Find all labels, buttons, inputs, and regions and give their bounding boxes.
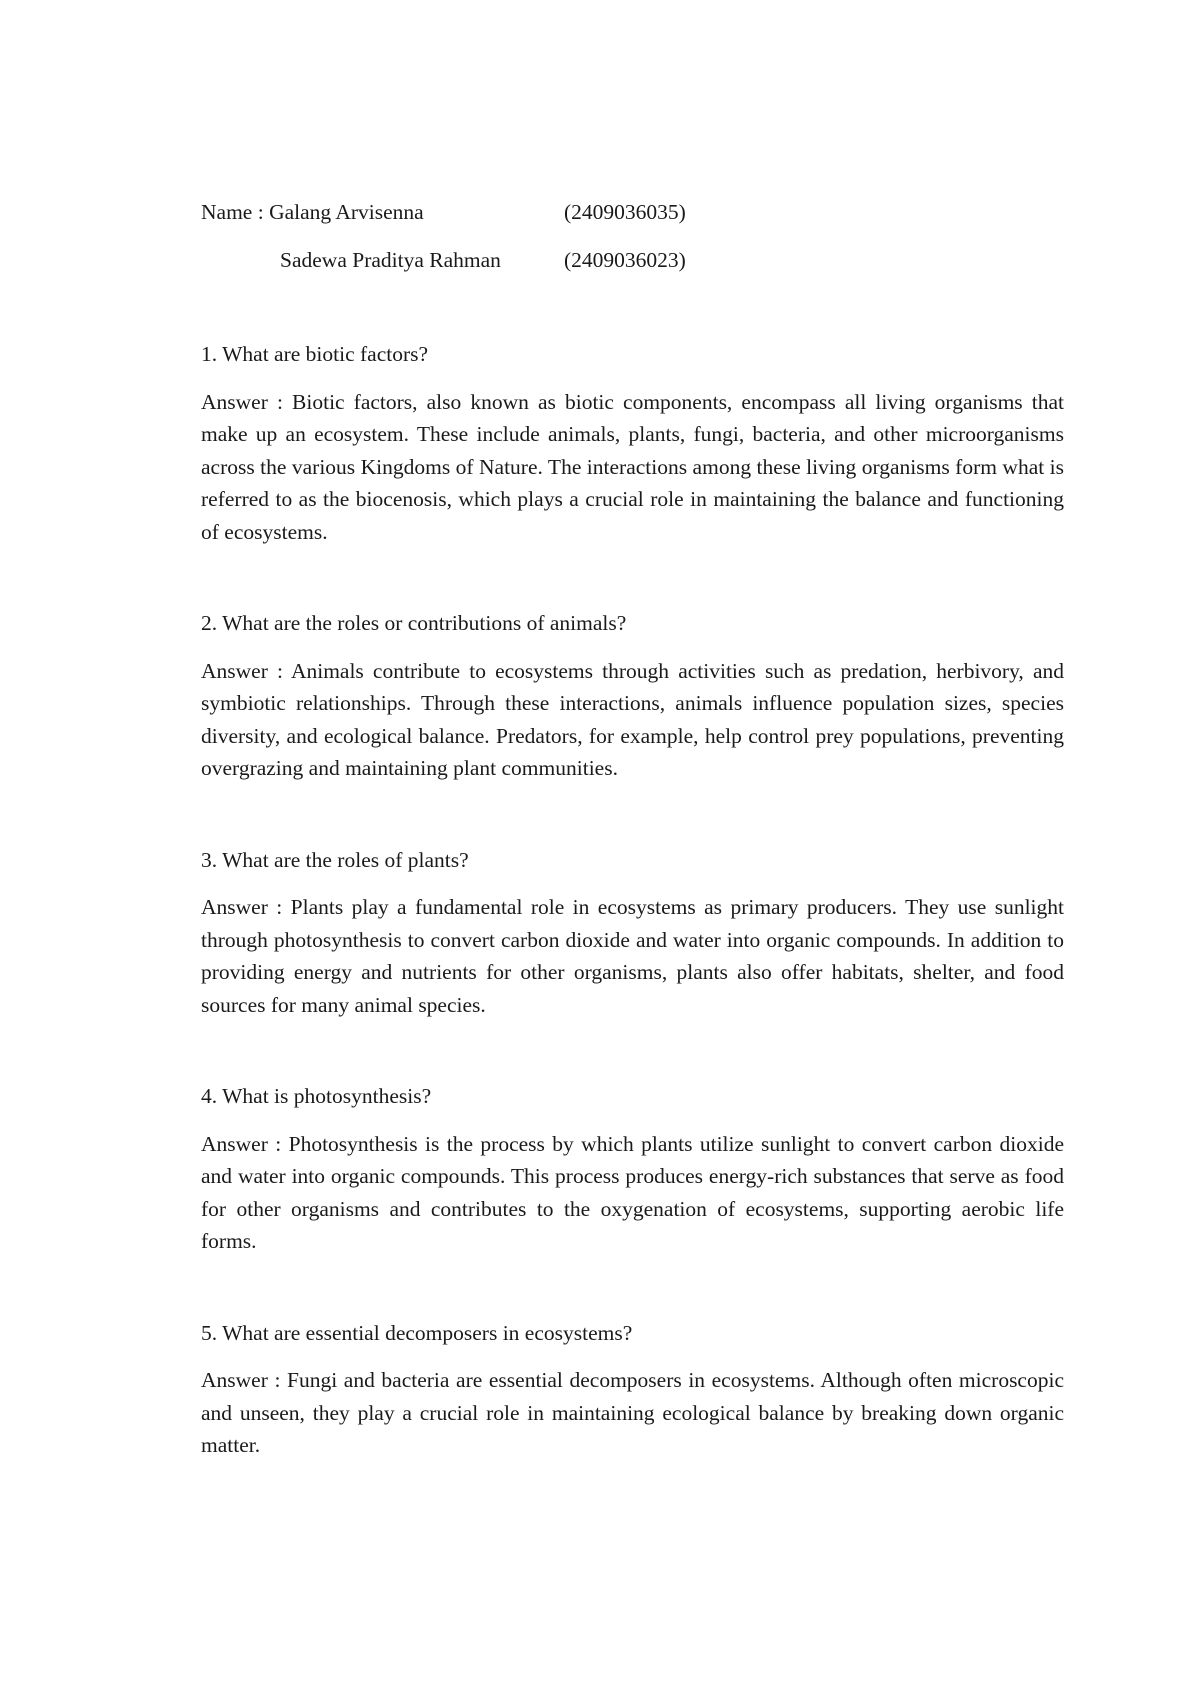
qa-item [201,1080,1064,1258]
question: 2. What are the roles or contributions of animals? [201,611,627,635]
document-body [201,196,1064,1521]
answer: Answer : Fungi and bacteria are essential decomposers in ecosystems. Although often microscopic and unseen, they play a crucial role in maintaining ecological balance by breaking down organic matter. [201,1368,1064,1457]
member-name-text: Galang Arvisenna [269,200,424,224]
member-row [201,196,1064,244]
answer: Answer : Animals contribute to ecosystems through activities such as predation, herbivory, and symbiotic relationships. Through these interactions, animals influence population sizes, species diversity, and ecological balance. Predators, for example, help control prey populations, preventing overgrazing and maintaining plant communities. [201,658,1064,780]
member-name: Sadewa Praditya Rahman [280,248,501,272]
question: 3. What are the roles of plants? [201,847,469,872]
question: 5. What are essential decomposers in ecosystems? [201,1320,633,1345]
answer: Answer : Biotic factors, also known as biotic components, encompass all living organisms that make up an ecosystem. These include animals, plants, fungi, bacteria, and other microorganisms across the various Kingdoms of Nature. The interactions among these living organisms form what is referred to as the biocenosis, which plays a crucial role in maintaining the balance and functioning of ecosystems. [201,389,1064,544]
name-block [201,196,1064,292]
name-label: Name : [201,200,270,224]
qa-item [201,844,1064,1022]
member-id: (2409036035) [564,200,686,224]
qa-item [201,338,1064,548]
member-row [201,244,1064,292]
answer: Answer : Plants play a fundamental role in ecosystems as primary producers. They use sunlight through photosynthesis to convert carbon dioxide and water into organic compounds. In addition to providing energy and nutrients for other organisms, plants also offer habitats, shelter, and food sources for many animal species. [201,895,1064,1017]
qa-item [201,607,1064,785]
question: 1. What are biotic factors? [201,342,429,366]
member-id: (2409036023) [564,248,686,272]
answer: Answer : Photosynthesis is the process by which plants utilize sunlight to convert carbon dioxide and water into organic compounds. This process produces energy-rich substances that serve as food for other organisms and contributes to the oxygenation of ecosystems, supporting aerobic life forms. [201,1131,1064,1253]
member-name [201,196,564,229]
question: 4. What is photosynthesis? [201,1084,432,1108]
qa-item [201,1317,1064,1462]
